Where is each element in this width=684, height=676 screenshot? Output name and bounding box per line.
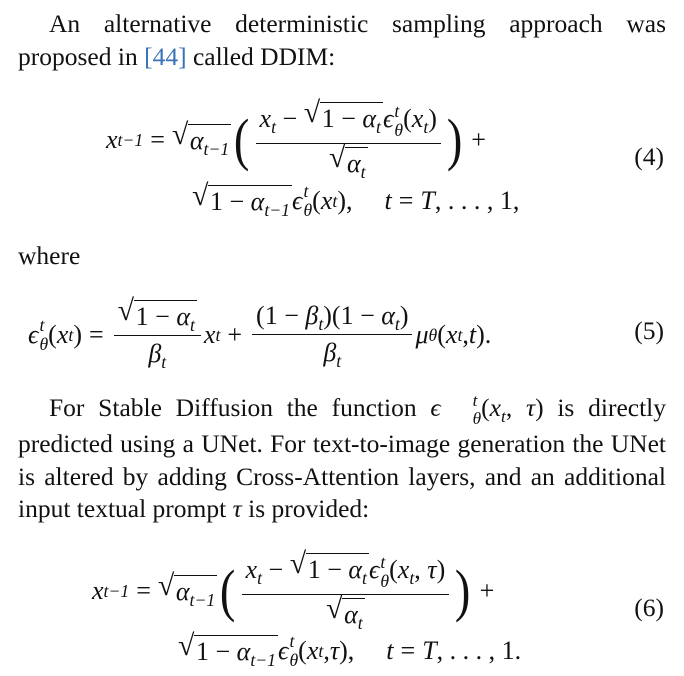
equation-6-line-2: √ $1 - \alpha_{t-1}$ ϵ t θ ( x t , τ ), t = T , . . . , 1. xyxy=(178,628,522,670)
paragraph-text: An alternative deterministic sampling approach was proposed in xyxy=(18,9,666,71)
inline-math-epsilon: ϵ t θ ($x_t$, τ) xyxy=(430,391,544,429)
paragraph-ddim-intro xyxy=(18,8,666,73)
paragraph-stable-diffusion xyxy=(18,392,666,526)
paragraph-text: called DDIM: xyxy=(186,41,336,71)
paragraph-text: is provided: xyxy=(241,494,370,524)
equation-6-line-1: x t−1 = √ $\alpha_{t-1}$ ( $x_t$ − √ $1 - \alpha_t\epsilon$ t θ ($x_t$, τ) √ $\alpha_t$ ) + xyxy=(92,547,495,633)
paragraph-text: For Stable Diffusion the function xyxy=(49,393,431,423)
equation-4-line-2: √ $1 - \alpha_{t-1}$ ϵ t θ ( x t ), t = T , . . . , 1, xyxy=(192,178,520,220)
equation-number-5: (5) xyxy=(634,316,664,345)
citation-link[interactable]: [44] xyxy=(144,41,187,71)
where-label: where xyxy=(18,241,81,270)
equation-4-line-1: x t−1 = √ $\alpha_{t-1}$ ( $x_t$ − √ $1 - \alpha_t\epsilon$ t θ $(x_t)$ √ $\alpha_t$ ) + xyxy=(106,96,486,182)
inline-math-tau: τ xyxy=(232,494,242,524)
equation-5: ϵ t θ ( x t ) = √ $1 - \alpha_t$ $\beta_t$ x t + $\frac{(1 - \beta_t)(1 - \alpha_t)}{\beta_t}$ μ θ ( x t , t ). xyxy=(28,294,492,373)
equation-number-4: (4) xyxy=(634,142,664,171)
paragraph-text: is directly predicted using a UNet. For text-to-image generation the UNet is altered by adding Cross-Attention layers, and an additional input textual prompt xyxy=(18,393,666,524)
equation-number-6: (6) xyxy=(634,593,664,622)
